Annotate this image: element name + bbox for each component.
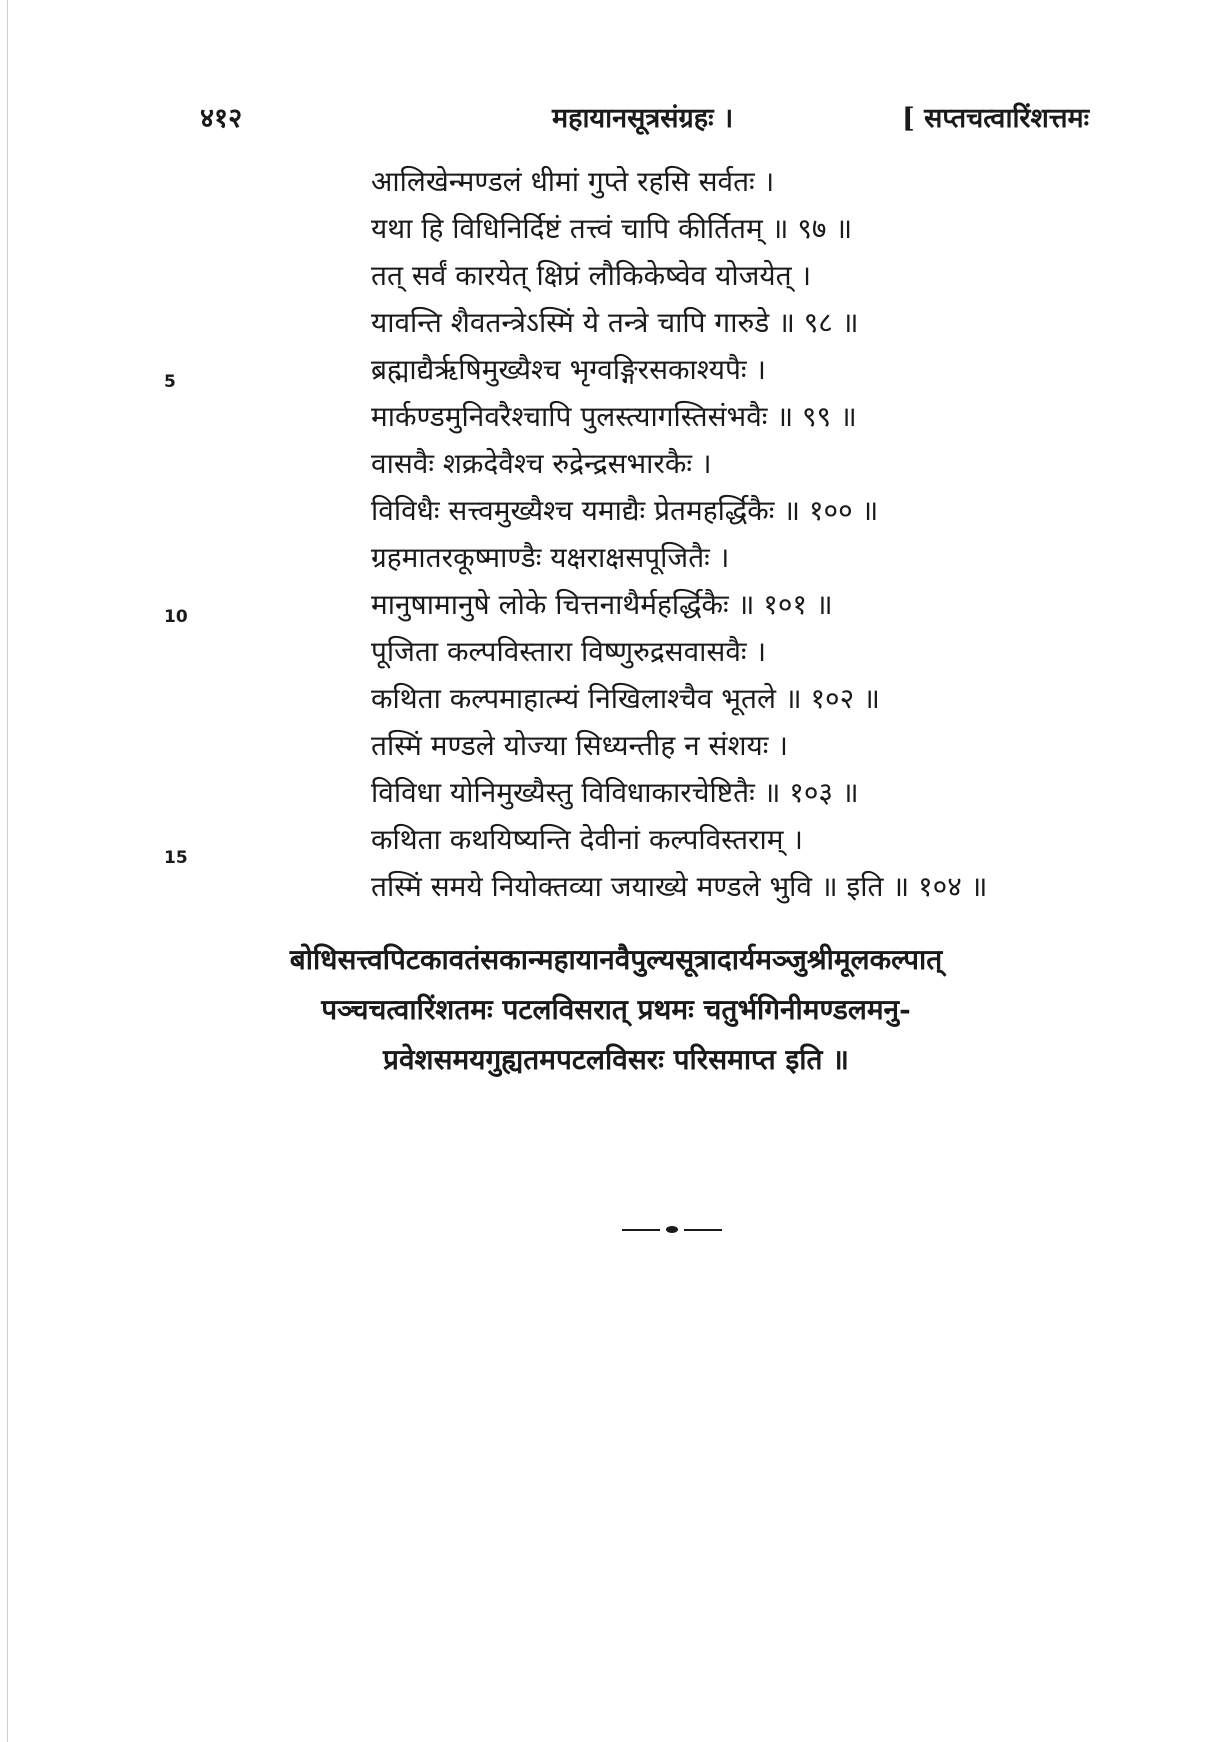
verse-line: यथा हि विधिनिर्दिष्टं तत्त्वं चापि कीर्तितम् ॥ ९७ ॥ — [371, 212, 853, 245]
margin-line-number: 15 — [164, 848, 188, 868]
verse-line: तस्मिं मण्डले योज्या सिध्यन्तीह न संशयः । — [371, 729, 788, 762]
end-separator-ornament — [622, 1225, 722, 1235]
verse-line: विविधा योनिमुख्यैस्तु विविधाकारचेष्टितैः ॥ १०३ ॥ — [371, 776, 859, 809]
verse-line: कथिता कल्पमाहात्म्यं निखिलाश्चैव भूतले ॥ १०२ ॥ — [371, 682, 880, 715]
verse-line: आलिखेन्मण्डलं धीमां गुप्ते रहसि सर्वतः । — [371, 165, 775, 198]
page-number: ४१२ — [200, 103, 243, 134]
running-title: महायानसूत्रसंग्रहः । — [552, 103, 734, 134]
verse-line: तस्मिं समये नियोक्तव्या जयाख्ये मण्डले भुवि ॥ इति ॥ १०४ ॥ — [371, 870, 988, 903]
verse-line: ब्रह्माद्यैर्ऋषिमुख्यैश्च भृग्वङ्गिरसकाश्यपैः । — [371, 353, 767, 386]
verse-line: ग्रहमातरकूष्माण्डैः यक्षराक्षसपूजितैः । — [371, 541, 730, 574]
separator-line-right — [684, 1229, 722, 1231]
verse-line: वासवैः शक्रदेवैश्च रुद्रेन्द्रसभारकैः । — [371, 447, 712, 480]
verse-line: कथिता कथयिष्यन्ति देवीनां कल्पविस्तराम् । — [371, 823, 803, 856]
verse-line: पूजिता कल्पविस्तारा विष्णुरुद्रसवासवैः । — [371, 635, 767, 668]
separator-dot — [666, 1226, 678, 1233]
verse-line: मानुषामानुषे लोके चित्तनाथैर्महर्द्धिकैः ॥ १०१ ॥ — [371, 588, 833, 621]
verse-line: यावन्ति शैवतन्त्रेऽस्मिं ये तन्त्रे चापि गारुडे ॥ ९८ ॥ — [371, 306, 859, 339]
chapter-heading: [ सप्तचत्वारिंशत्तमः — [902, 103, 1090, 134]
colophon-line: बोधिसत्त्वपिटकावतंसकान्महायानवैपुल्यसूत्रादार्यमञ्जुश्रीमूलकल्पात् — [289, 943, 943, 976]
separator-line-left — [622, 1229, 660, 1231]
scan-margin-line — [7, 0, 8, 1742]
margin-line-number: 10 — [164, 607, 188, 627]
margin-line-number: 5 — [164, 372, 176, 392]
verse-line: तत् सर्वं कारयेत् क्षिप्रं लौकिकेष्वेव योजयेत् । — [371, 259, 812, 292]
verse-line: मार्कण्डमुनिवरैश्चापि पुलस्त्यागस्तिसंभवैः ॥ ९९ ॥ — [371, 400, 857, 433]
verse-line: विविधैः सत्त्वमुख्यैश्च यमाद्यैः प्रेतमहर्द्धिकैः ॥ १०० ॥ — [371, 494, 879, 527]
colophon-line: पञ्चचत्वारिंशतमः पटलविसरात् प्रथमः चतुर्भगिनीमण्डलमनु- — [321, 993, 911, 1026]
colophon-line: प्रवेशसमयगुह्यतमपटलविसरः परिसमाप्त इति ॥ — [383, 1043, 849, 1076]
